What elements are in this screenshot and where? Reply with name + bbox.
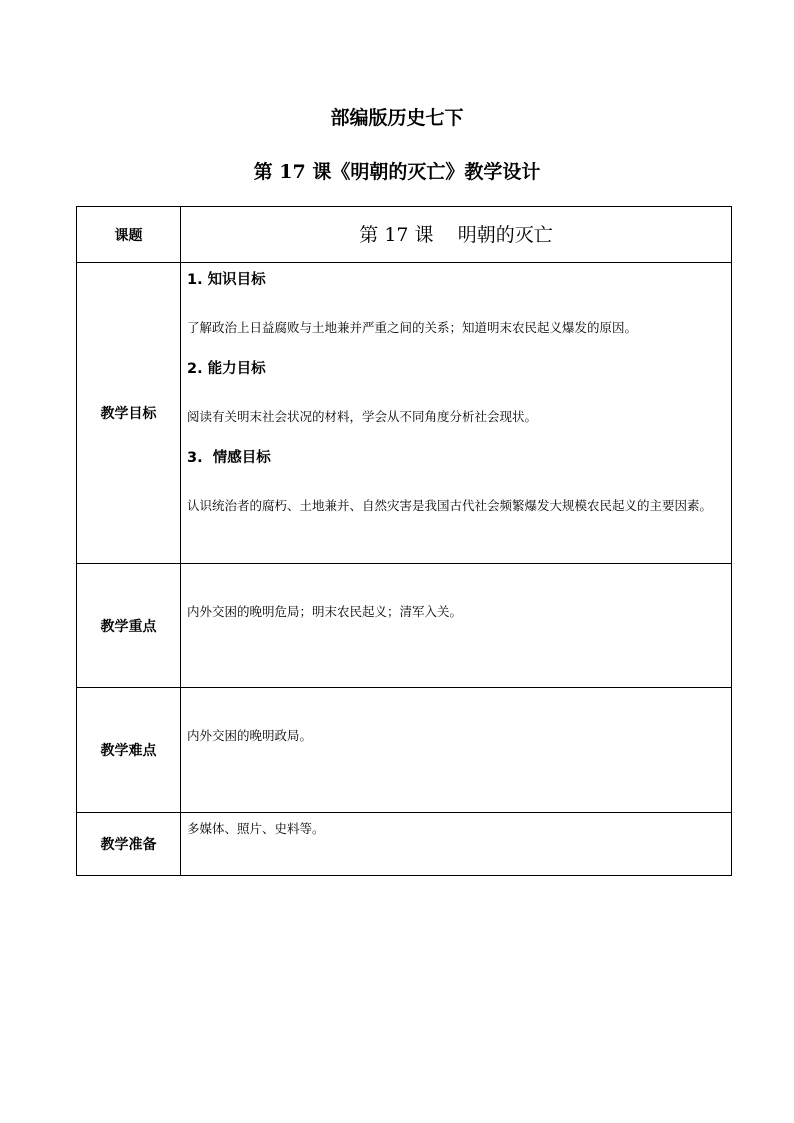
preparation-content [181,813,732,876]
difficulties-label: 教学难点 [77,688,181,813]
objective-text-emotion: 认识统治者的腐朽、土地兼并、自然灾害是我国古代社会频繁爆发大规模农民起义的主要因素。 [187,498,713,513]
lesson-plan-table [76,206,732,876]
key-points-content [181,564,732,688]
key-points-label: 教学重点 [77,564,181,688]
preparation-text: 多媒体、照片、史料等。 [187,821,325,836]
topic-value: 第 17 课 明朝的灭亡 [181,207,732,263]
key-points-text: 内外交困的晚明危局；明末农民起义；清军入关。 [187,604,463,619]
table-row-preparation [77,813,732,876]
difficulties-content [181,688,732,813]
document-subtitle: 第 17 课《明朝的灭亡》教学设计 [253,161,541,183]
objective-heading-emotion: 3. 情感目标 [187,450,271,466]
document-title: 部编版历史七下 [330,107,464,129]
topic-label: 课题 [77,207,181,263]
preparation-label: 教学准备 [77,813,181,876]
table-row-topic [77,207,732,263]
objectives-label: 教学目标 [77,263,181,564]
objective-heading-ability: 2. 能力目标 [187,361,266,377]
difficulties-text: 内外交困的晚明政局。 [187,728,313,743]
table-row-difficulties [77,688,732,813]
objective-heading-knowledge: 1. 知识目标 [187,272,266,288]
table-row-objectives [77,263,732,564]
table-row-key-points [77,564,732,688]
objectives-content [181,263,732,564]
objective-text-ability: 阅读有关明末社会状况的材料，学会从不同角度分析社会现状。 [187,409,538,424]
objective-text-knowledge: 了解政治上日益腐败与土地兼并严重之间的关系；知道明末农民起义爆发的原因。 [187,320,638,335]
